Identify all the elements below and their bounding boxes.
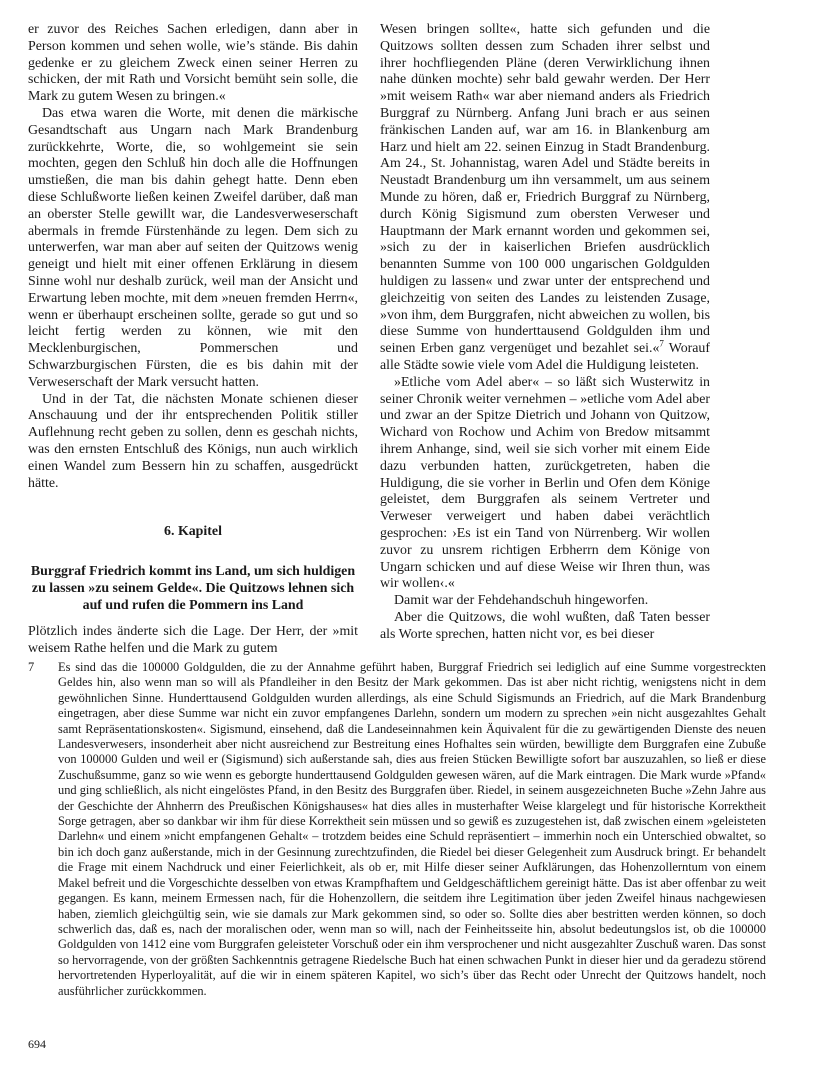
page-number: 694 (28, 1037, 46, 1051)
footnote (28, 660, 766, 999)
right-paragraph-1a: Wesen bringen sollte«, hatte sich gefunden und die Quitzows sollten dessen zum Schaden ihrer selbst und ihrer hochfliegenden Pläne (deren Verwirklichung ihnen nahe dünken mochte) sehr bald gewahr werden. Der Herr »mit weisem Rath« war aber niemand anders als Friedrich Burggraf zu Nürnberg. Anfang Juni brach er aus seinen fränkischen Landen auf, war am 16. in Blankenburg am Harz und hielt am 22. seinen Einzug in Stadt Brandenburg. Am 24., St. Johannistag, waren Adel und Städte bereits in Neustadt Brandenburg um ihn versammelt, um aus seinem Munde zu hören, daß er, Friedrich Burggraf zu Nürnberg, durch König Sigismund zum obersten Verweser und Hauptmann der Mark ernannt worden und gekommen sei, »sich zu der in kaiserlichen Briefen ausdrücklich benannten Summe von 100 000 ungarischen Goldgulden huldigen zu lassen« und zwar unter der entsprechend und gleichzeitig von seiten des Landes zu leistenden Zusage, »von ihm, dem Burggrafen, nicht abweichen zu wollen, bis diese Summe von hunderttausend Goldgulden ihm und seinen Erben ganz vergenüget und bezahlet sei.« (380, 22, 710, 357)
right-paragraph-4: Aber die Quitzows, die wohl wußten, daß Taten besser als Worte sprechen, hatten nicht vor, es bei dieser (380, 609, 710, 642)
left-paragraph-2: Das etwa waren die Worte, mit denen die märkische Gesandtschaft aus Ungarn nach Mark Brandenburg zurückkehrte, Worte, die, so wohlgemeint sie sein mochten, gegen den Schluß hin doch alle die Hoffnungen umstießen, die man bis dahin gehegt hatte. Denn eben diese Schlußworte ließen keinen Zweifel darüber, daß man an oberster Stelle gewillt war, die Landesverweserschaft abermals in fremde Fürstenhände zu legen. Dem sich zu unterwerfen, war man aber auf seiten der Quitzows wenig geneigt und hielt mit einer offenen Erklärung in diesem Sinne wohl nur deshalb zurück, weil man der Ansicht und Erwartung leben mochte, mit dem »neuen fremden Herrn«, wenn er überhaupt erscheinen sollte, gerade so gut und so leicht fertig werden zu können, wie mit den Mecklenburgischen, Pommerschen und Schwarzburgischen Fürsten, die es bis dahin mit der Verweserschaft der Mark versucht hatten. (28, 105, 358, 390)
right-paragraph-3: Damit war der Fehdehandschuh hingeworfen. (394, 593, 649, 609)
footnote-reference[interactable]: 7 (659, 338, 664, 349)
footnote-number: 7 (28, 660, 35, 674)
left-column (28, 22, 358, 658)
left-paragraph-4: Plötzlich indes änderte sich die Lage. Der Herr, der »mit weisem Rathe helfen und die Mark zu gutem (28, 624, 358, 656)
chapter-title: Burggraf Friedrich kommt ins Land, um sich huldigen zu lassen »zu seinem Gelde«. Die Quitzows lehnen sich auf und rufen die Pommern ins Land (30, 564, 356, 614)
right-paragraph-2: »Etliche vom Adel aber« – so läßt sich Wusterwitz in seiner Chronik weiter vernehmen – »etliche vom Adel aber und zwar an der Spitze Dietrich und Johann von Quitzow, Wichard von Rochow und Achim von Bredow mitsammt ihrem Anhange, sind, weil sie sich vorher mit einem Eide dazu verbunden hatten, zurückgetreten, haben die Huldigung, die sie vorher in Berlin und Ofen dem Könige geleistet, dem Burggrafen als seinem Vertreter und Verweser verweigert und haben dabei verächtlich gesprochen: ›Es ist ein Tand von Nürrenberg. Wir wollen zuvor zu unsrem richtigen Erbherrn dem Könige von Ungarn schicken und auf diese Weise wir Ihren thun, was wir wollen‹.« (380, 374, 710, 592)
left-paragraph-3: Und in der Tat, die nächsten Monate schienen dieser Anschauung und der ihr entsprechenden Politik stiller Auflehnung recht geben zu sollen, denn es geschah nichts, was den ernsten Entschluß des Königs, nun auch wirklich einen Wandel zum Bessern hin zu schaffen, ausgedrückt hätte. (28, 391, 358, 491)
right-column (380, 22, 710, 643)
right-paragraph-1 (380, 22, 710, 375)
right-paragraph-1b: Worauf alle Städte sowie viele vom Adel die Huldigung leisteten. (380, 341, 710, 373)
left-paragraph-1: er zuvor des Reiches Sachen erledigen, dann aber in Person kommen und sehen wolle, wie’s stände. Bis dahin gedenke er zu gleichem Zweck einen seiner Herren zu schicken, der mit Rath und Vorsicht bemüht sein solle, die Mark zu gutem Wesen zu bringen.« (28, 22, 358, 105)
footnote-text: Es sind das die 100000 Goldgulden, die zu der Annahme geführt haben, Burggraf Friedrich sei lediglich auf eine Summe vorgestreckten Geldes hin, also wenn man so will als Pfandleiher in den Besitz der Mark gekommen. Das ist aber nicht richtig, wenigstens nicht in dem gewöhnlichen Sinne. Hunderttausend Goldgulden wurden allerdings, als eine Schuld Sigismunds an Friedrich, auf die Mark Brandenburg eingetragen, aber diese Summe war nicht ein zuvor empfangenes Darlehn, sondern um modern zu sprechen »ein nicht ausgezahltes Gehalt samt Repräsentationskosten«. Sigismund, einsehend, daß die Landeseinnahmen kein Äquivalent für die zu gewärtigenden Dienste des neuen Landesverwesers, insonderheit aber nicht ausreichend zur Bestreitung eines Hofhaltes sein würden, bewilligte dem Burggrafen eine Zubuße von 100000 Gulden und weil er (Sigismund) sich außerstande sah, dies aus freien Stücken Bewilligte sofort bar auszuzahlen, so ließ er diese Zuschußsumme, ganz so wie wenn es geborgte hunderttausend Goldgulden gewesen wären, auf die Mark eintragen. Die Mark wurde »Pfand« und ging schließlich, als nicht eingelöstes Pfand, in den Besitz des Burggrafen über. Riedel, in seinem ausgezeichneten Buche »Zehn Jahre aus der Geschichte der Ahnherrn des Preußischen Königshauses« hat dies alles in musterhafter Weise klargelegt und für historische Korrektheit Sorge getragen, aber so dankbar wir ihm für diese Korrektheit sein müssen und so gewiß es zuzugestehen ist, daß zwischen einem »geleisteten Darlehn« und einem »nicht empfangenen Gehalt« – trotzdem beides eine Schuld repräsentiert – immerhin noch ein Unterschied obwaltet, so bin ich doch ganz außerstande, mich in der Gesinnung zurechtzufinden, die Riedel bei dieser Gelegenheit zum Ausdruck bringt. Er behandelt die Frage mit einem Nachdruck und einer Feierlichkeit, als ob er, mit Hilfe dieser seiner Aufklärungen, das Hohenzollerntum von einem Makel befreit und die Vorgeschichte desselben von etwas Krampfhaftem und Geldgeschäftlichem gereinigt hätte. Das ist aber offenbar zu weit gegangen. Es kann, meinem Ermessen nach, für die Hohenzollern, die seitdem ihre Legitimation über jeden Zweifel hinaus nachgewiesen haben, ziemlich gleichgültig sein, wie sie damals zur Mark gekommen sind, so oder so. Sollte dies aber bestritten werden können, so doch schwerlich das, daß es, nach der moralischen oder, wenn man so will, nach der Feinheitsseite hin, absolut bedeutungslos ist, ob die 100000 Goldgulden von 1412 eine vom Burggrafen geleisteter Vorschuß oder ein ihm versprochener und nicht ausgezahlter Zuschuß waren. Das sonst so hervorragende, von der größten Sachkenntnis getragene Riedelsche Buch hat einen schwachen Punkt in dieser hier und da geradezu störend hervortretenden Hyperloyalität, auf die wir in einem späteren Kapitel, wo sich’s über das Recht oder Unrecht der Quitzows handelt, noch ausführlicher zurückkommen. (58, 660, 766, 998)
chapter-number: 6. Kapitel (164, 524, 222, 540)
